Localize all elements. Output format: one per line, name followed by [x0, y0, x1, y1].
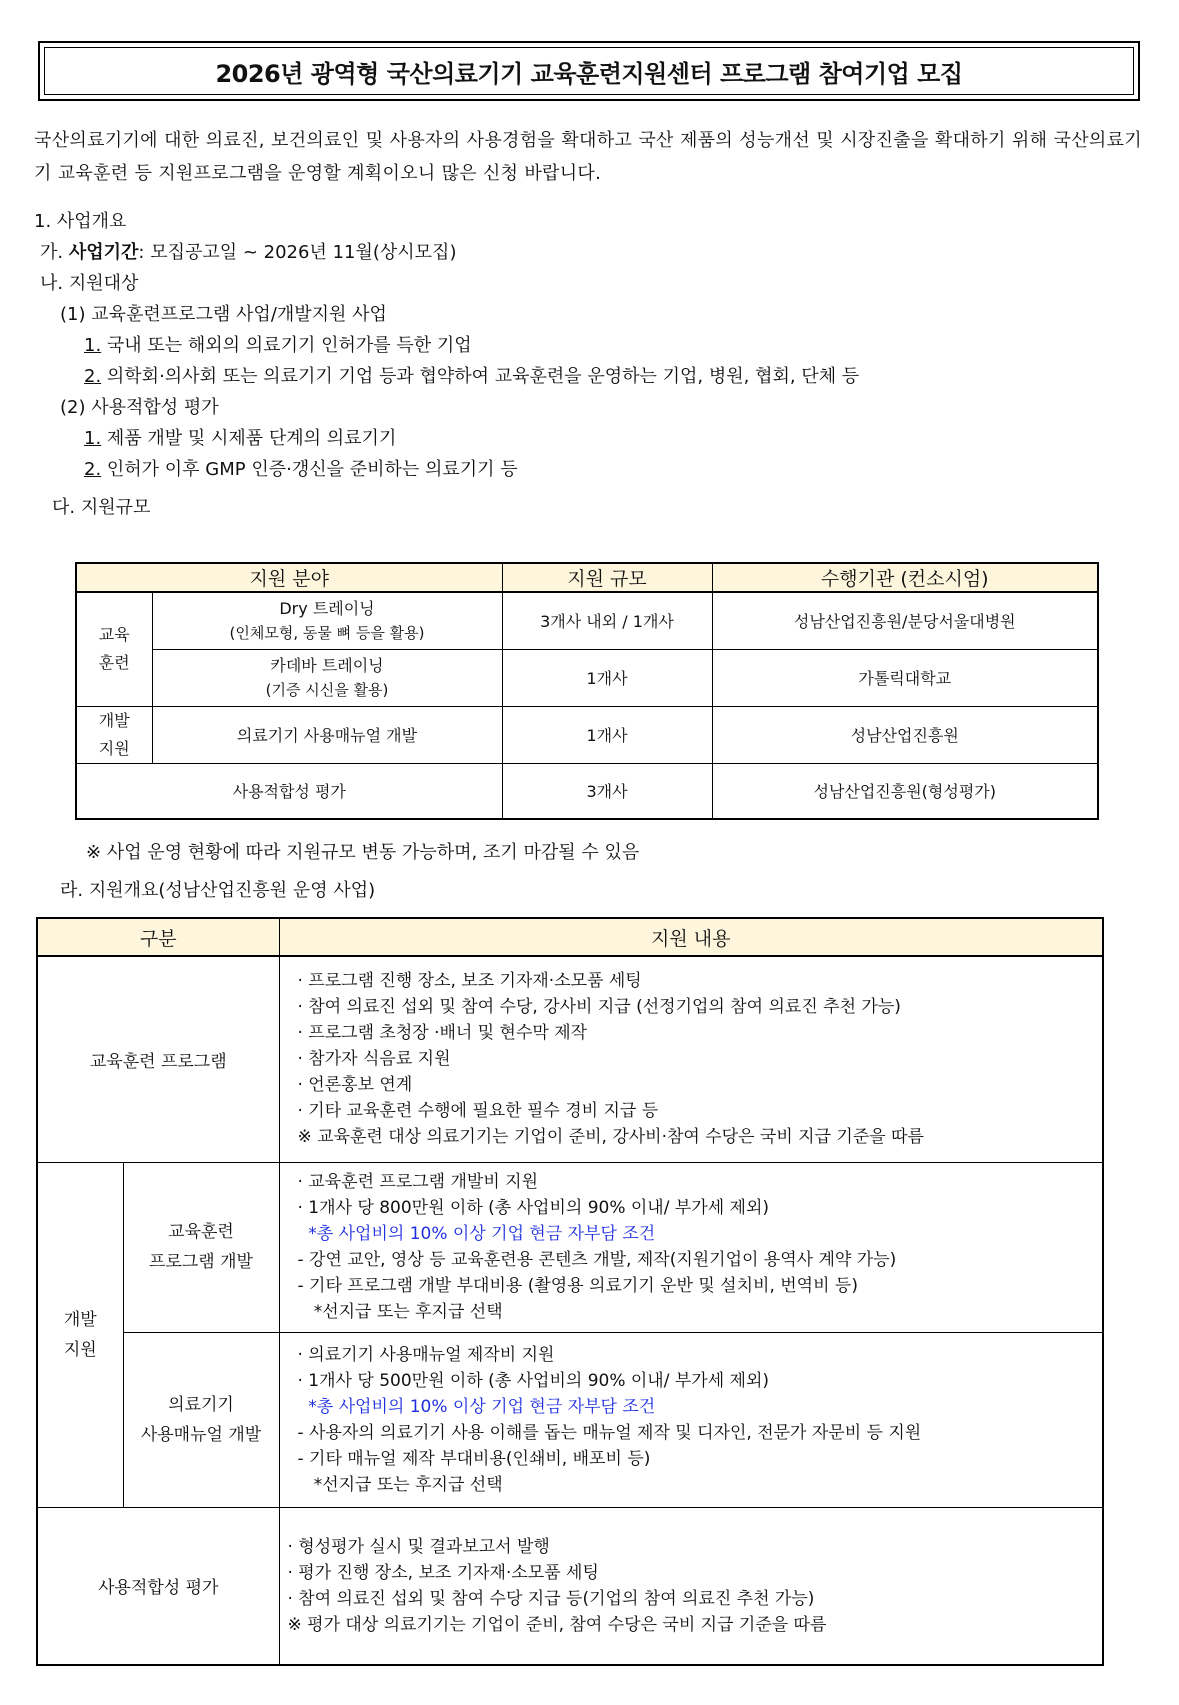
- field-sub: (인체모형, 동물 뼈 등을 활용): [229, 623, 425, 642]
- header-field: 지원 분야: [76, 563, 502, 592]
- note-scale: ※ 사업 운영 현황에 따라 지원규모 변동 가능하며, 조기 마감될 수 있음: [86, 842, 640, 863]
- edu-item: · 언론홍보 연계: [297, 1075, 413, 1096]
- section-da: 다. 지원규모: [52, 497, 151, 518]
- table-cell-scale: 3개사: [502, 763, 712, 819]
- edu-label-2: 훈련: [98, 653, 130, 673]
- table-cell-org: 성남산업진흥원(형성평가): [712, 763, 1098, 819]
- dev-manual-item: - 기타 매뉴얼 제작 부대비용(인쇄비, 배포비 등): [297, 1448, 651, 1469]
- edu-item: · 참가자 식음료 지원: [297, 1049, 451, 1070]
- dev-manual-item: · 의료기기 사용매뉴얼 제작비 지원: [297, 1344, 555, 1365]
- na1-item-2: [84, 362, 859, 388]
- na1-item-2-text: 의학회·의사회 또는 의료기기 기업 등과 협약하여 교육훈련을 운영하는 기업, 병원, 협회, 단체 등: [101, 366, 860, 387]
- dev-manual-item: *선지급 또는 후지급 선택: [297, 1474, 503, 1495]
- na2-item-2-num: 2.: [84, 459, 102, 480]
- section-na2: (2) 사용적합성 평가: [60, 397, 219, 418]
- section-ga: [40, 238, 456, 264]
- na1-item-1-text: 국내 또는 해외의 의료기기 인허가를 득한 기업: [101, 335, 472, 356]
- dev-edu-item: - 강연 교안, 영상 등 교육훈련용 콘텐츠 개발, 제작(지원기업이 용역사 계약 가능): [297, 1250, 897, 1270]
- section-na: 나. 지원대상: [40, 273, 139, 294]
- table-cell-scale: 3개사 내외 / 1개사: [502, 592, 712, 649]
- header-org: 수행기관 (컨소시엄): [712, 563, 1098, 592]
- edu-group-cell: [76, 592, 152, 706]
- edu-item: · 기타 교육훈련 수행에 필요한 필수 경비 지급 등: [297, 1101, 659, 1122]
- usability-label: 사용적합성 평가: [37, 1507, 279, 1665]
- usability-item: · 평가 진행 장소, 보조 기자재·소모품 세팅: [287, 1562, 599, 1583]
- ga-text: : 모집공고일 ~ 2026년 11월(상시모집): [138, 242, 457, 263]
- header-content: 지원 내용: [279, 918, 1103, 956]
- edu-item: · 참여 의료진 섭외 및 참여 수당, 강사비 지급 (선정기업의 참여 의료진 추천 가능): [297, 997, 901, 1018]
- support-scale-table: [75, 562, 1099, 820]
- dev-edu-item: *선지급 또는 후지급 선택: [297, 1302, 503, 1322]
- na1-item-1-num: 1.: [84, 335, 102, 356]
- na1-item-2-num: 2.: [84, 366, 102, 387]
- dev-edu-item: · 1개사 당 800만원 이하 (총 사업비의 90% 이내/ 부가세 제외): [297, 1198, 770, 1218]
- page-title: 2026년 광역형 국산의료기기 교육훈련지원센터 프로그램 참여기업 모집: [44, 47, 1134, 95]
- dev-edu-item: - 기타 프로그램 개발 부대비용 (촬영용 의료기기 운반 및 설치비, 번역비 등): [297, 1276, 858, 1296]
- usability-content: [279, 1507, 1103, 1665]
- dev-manual-item: - 사용자의 의료기기 사용 이해를 돕는 매뉴얼 제작 및 디자인, 전문가 자문비 등 지원: [297, 1422, 922, 1443]
- dev-edu-item: · 교육훈련 프로그램 개발비 지원: [297, 1172, 539, 1192]
- field-sub: (기증 시신을 활용): [265, 680, 389, 699]
- dev-group-cell: [76, 706, 152, 763]
- table-cell-org: 가톨릭대학교: [712, 649, 1098, 706]
- dev-manual-item-highlight: *총 사업비의 10% 이상 기업 현금 자부담 조건: [297, 1396, 656, 1417]
- na2-item-1: [84, 424, 396, 450]
- dev-manual-label-1: 의료기기: [168, 1394, 234, 1415]
- dev-manual-content: [279, 1332, 1103, 1507]
- na2-item-1-text: 제품 개발 및 시제품 단계의 의료기기: [101, 428, 397, 449]
- table-cell-field: 사용적합성 평가: [76, 763, 502, 819]
- table-cell-field: [152, 649, 502, 706]
- dev-support-label: [37, 1162, 123, 1507]
- na1-item-1: [84, 331, 472, 357]
- intro-paragraph: 국산의료기기에 대한 의료진, 보건의료인 및 사용자의 사용경험을 확대하고 국산 제품의 성능개선 및 시장진출을 확대하기 위해 국산의료기기 교육훈련 등 지원프로그램을 운영할 계획이오니 많은 신청 바랍니다.: [34, 130, 1142, 184]
- na2-item-2-text: 인허가 이후 GMP 인증·갱신을 준비하는 의료기기 등: [101, 459, 518, 480]
- header-category: 구분: [37, 918, 279, 956]
- header-scale: 지원 규모: [502, 563, 712, 592]
- na2-item-1-num: 1.: [84, 428, 102, 449]
- dev-support-label-1: 개발: [63, 1309, 97, 1330]
- table-cell-scale: 1개사: [502, 706, 712, 763]
- edu-program-content: [279, 956, 1103, 1162]
- usability-item: · 참여 의료진 섭외 및 참여 수당 지급 등(기업의 참여 의료진 추천 가능): [287, 1588, 815, 1609]
- support-detail-table: [36, 917, 1104, 1666]
- table-cell-org: 성남산업진흥원: [712, 706, 1098, 763]
- dev-manual-label-2: 사용매뉴얼 개발: [140, 1424, 262, 1445]
- table-cell-scale: 1개사: [502, 649, 712, 706]
- usability-item: · 형성평가 실시 및 결과보고서 발행: [287, 1536, 550, 1557]
- dev-manual-label: [123, 1332, 279, 1507]
- na2-item-2: [84, 455, 518, 481]
- usability-item: ※ 평가 대상 의료기기는 기업이 준비, 참여 수당은 국비 지급 기준을 따름: [287, 1614, 827, 1635]
- dev-edu-content: [279, 1162, 1103, 1332]
- section-na1: (1) 교육훈련프로그램 사업/개발지원 사업: [60, 304, 387, 325]
- edu-item: · 프로그램 초청장 ·배너 및 현수막 제작: [297, 1023, 588, 1044]
- edu-label-1: 교육: [98, 625, 130, 645]
- edu-item: ※ 교육훈련 대상 의료기기는 기업이 준비, 강사비·참여 수당은 국비 지급 기준을 따름: [297, 1127, 924, 1148]
- dev-support-label-2: 지원: [63, 1339, 97, 1360]
- dev-edu-label-2: 프로그램 개발: [149, 1252, 253, 1272]
- table-cell-org: 성남산업진흥원/분당서울대병원: [712, 592, 1098, 649]
- edu-program-label: 교육훈련 프로그램: [37, 956, 279, 1162]
- edu-item: · 프로그램 진행 장소, 보조 기자재·소모품 세팅: [297, 971, 642, 992]
- table-cell-field: 의료기기 사용매뉴얼 개발: [152, 706, 502, 763]
- dev-label-1: 개발: [98, 710, 130, 730]
- section-1-heading: 1. 사업개요: [34, 211, 127, 232]
- title-box: [38, 41, 1140, 101]
- ga-label: 사업기간: [68, 242, 139, 263]
- dev-edu-label: [123, 1162, 279, 1332]
- field-name: 카데바 트레이닝: [270, 655, 384, 675]
- dev-edu-item-highlight: *총 사업비의 10% 이상 기업 현금 자부담 조건: [297, 1224, 656, 1244]
- dev-manual-item: · 1개사 당 500만원 이하 (총 사업비의 90% 이내/ 부가세 제외): [297, 1370, 770, 1391]
- section-ra: 라. 지원개요(성남산업진흥원 운영 사업): [60, 880, 376, 901]
- field-name: Dry 트레이닝: [279, 598, 375, 618]
- dev-label-2: 지원: [98, 738, 130, 758]
- ga-prefix: 가.: [40, 242, 69, 263]
- dev-edu-label-1: 교육훈련: [168, 1222, 234, 1242]
- table-cell-field: [152, 592, 502, 649]
